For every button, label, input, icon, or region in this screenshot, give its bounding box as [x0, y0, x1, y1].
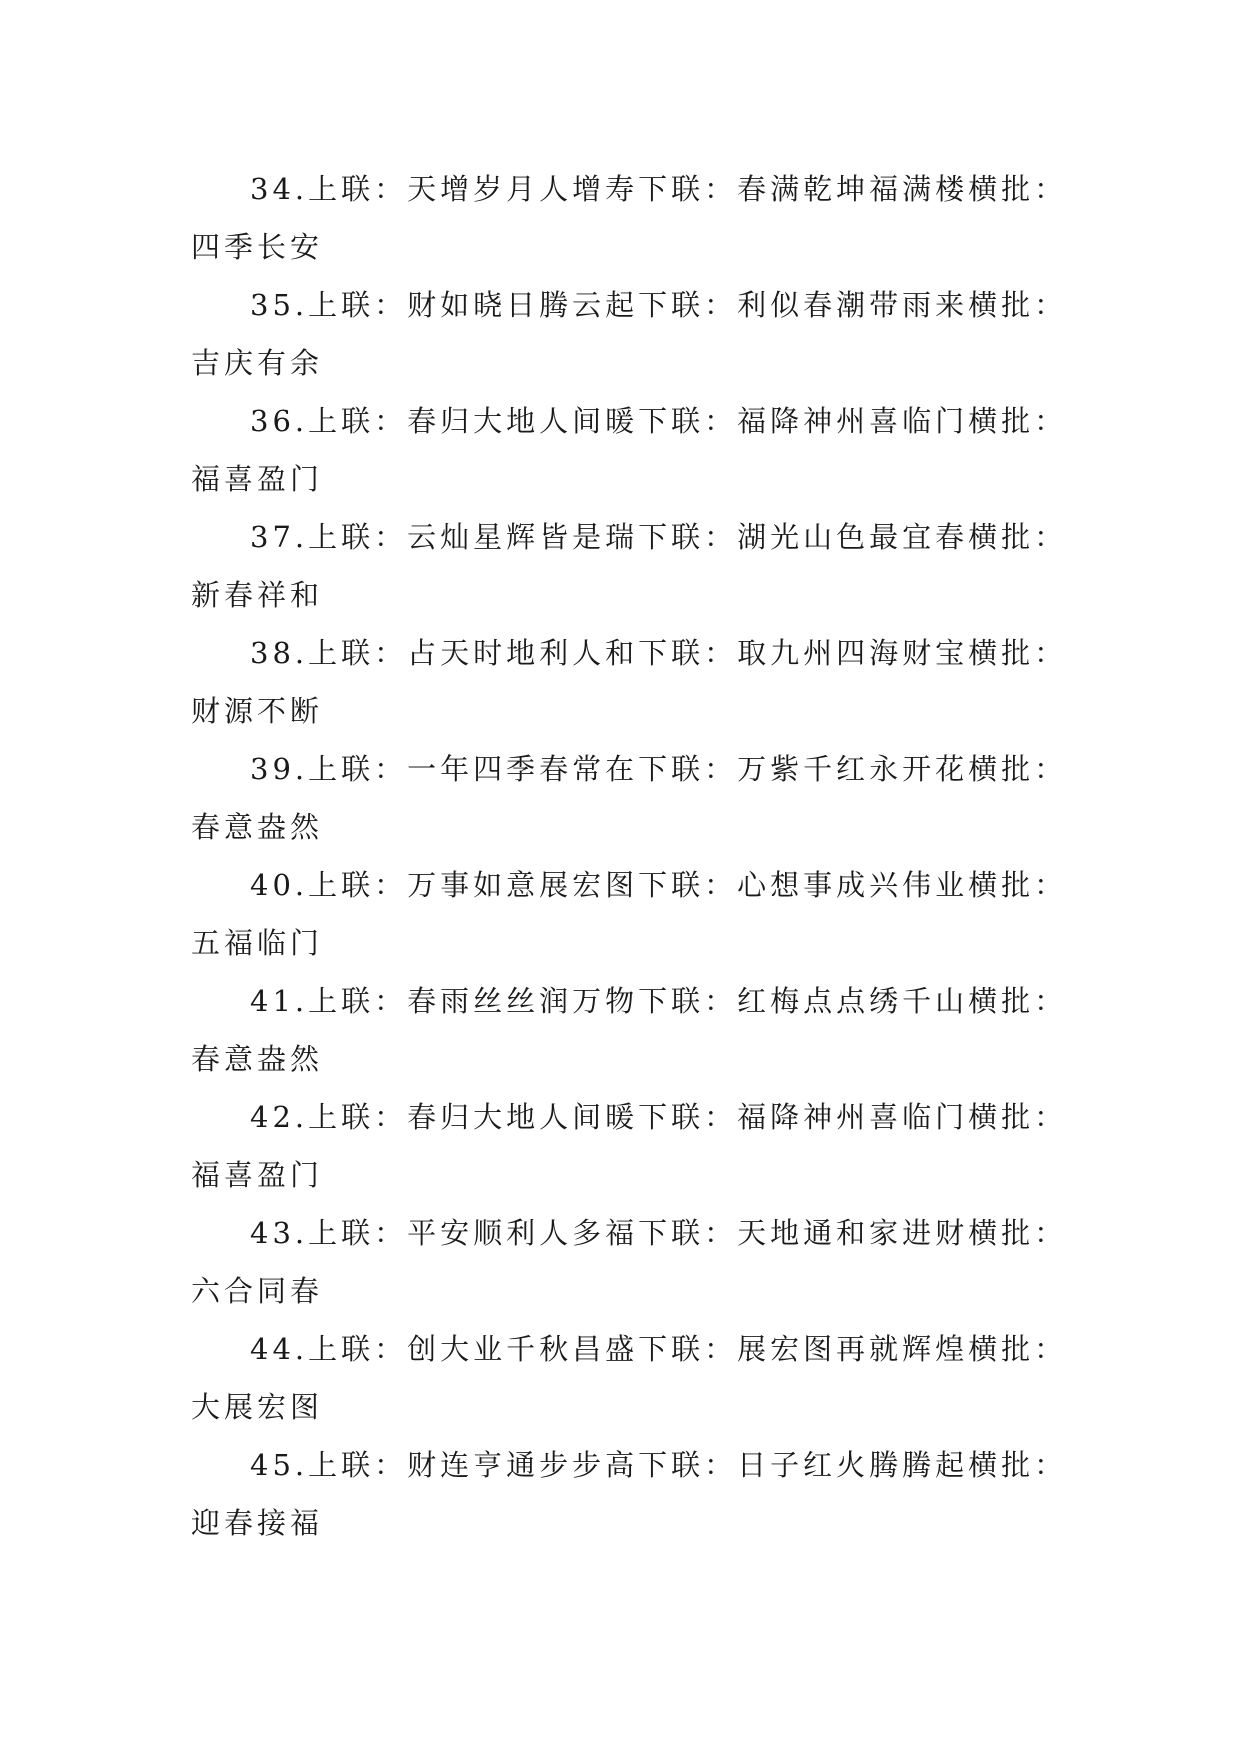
couplet-item-37: 37.上联：云灿星辉皆是瑞下联：湖光山色最宜春横批：新春祥和	[191, 520, 1068, 612]
couplet-item-39: 39.上联：一年四季春常在下联：万紫千红永开花横批：春意盎然	[191, 752, 1068, 844]
couplet-item-43: 43.上联：平安顺利人多福下联：天地通和家进财横批：六合同春	[191, 1216, 1068, 1308]
couplet-item-40: 40.上联：万事如意展宏图下联：心想事成兴伟业横批：五福临门	[191, 868, 1068, 960]
couplet-item-36: 36.上联：春归大地人间暖下联：福降神州喜临门横批：福喜盈门	[191, 404, 1068, 496]
couplet-item-45: 45.上联：财连亨通步步高下联：日子红火腾腾起横批：迎春接福	[191, 1448, 1068, 1540]
couplet-item-42: 42.上联：春归大地人间暖下联：福降神州喜临门横批：福喜盈门	[191, 1100, 1068, 1192]
couplet-item-34: 34.上联：天增岁月人增寿下联：春满乾坤福满楼横批：四季长安	[191, 172, 1068, 264]
couplet-item-38: 38.上联：占天时地利人和下联：取九州四海财宝横批：财源不断	[191, 636, 1068, 728]
couplet-item-44: 44.上联：创大业千秋昌盛下联：展宏图再就辉煌横批：大展宏图	[191, 1332, 1068, 1424]
couplet-item-35: 35.上联：财如晓日腾云起下联：利似春潮带雨来横批：吉庆有余	[191, 288, 1068, 380]
couplet-item-41: 41.上联：春雨丝丝润万物下联：红梅点点绣千山横批：春意盎然	[191, 984, 1068, 1076]
couplet-list	[191, 160, 1071, 1552]
